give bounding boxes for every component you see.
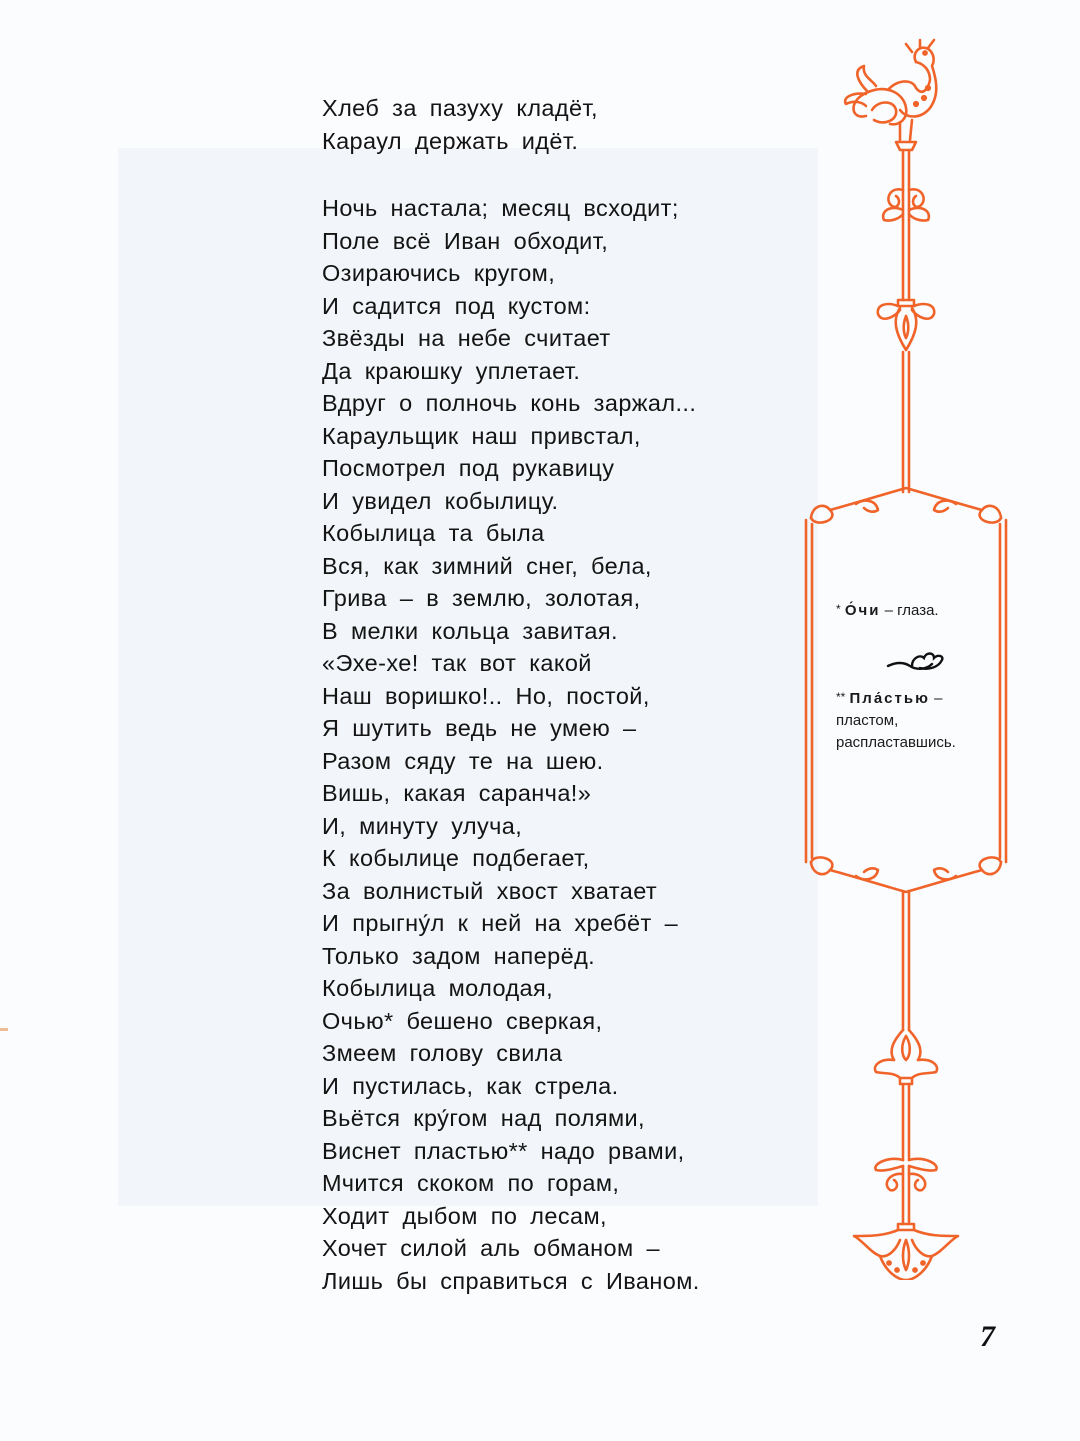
poem-line: Грива – в землю, золотая, bbox=[322, 585, 641, 611]
poem-line: Кобылица та была bbox=[322, 520, 545, 546]
poem-line: К кобылице подбегает, bbox=[322, 845, 590, 871]
footnote-term: О́чи bbox=[844, 602, 881, 619]
poem-line: Кобылица молодая, bbox=[322, 975, 554, 1001]
flourish-divider-icon bbox=[886, 648, 946, 674]
poem-line: Вдруг о полночь конь заржал... bbox=[322, 390, 697, 416]
poem-line: Поле всё Иван обходит, bbox=[322, 227, 609, 254]
footnote-definition: – глаза. bbox=[884, 602, 939, 619]
poem-line: Виснет пластью** надо рвами, bbox=[322, 1137, 685, 1164]
poem-line: Вишь, какая саранча!» bbox=[322, 780, 592, 806]
poem-line: Караульщик наш привстал, bbox=[322, 422, 641, 449]
poem-line: Хлеб за пазуху кладёт, bbox=[322, 95, 598, 121]
poem-line: Да краюшку уплетает. bbox=[322, 357, 581, 384]
poem-line: И садится под кустом: bbox=[322, 292, 591, 319]
footnote-definition: – пластом, распластавшись. bbox=[836, 690, 956, 751]
footnote-marker: * bbox=[836, 602, 841, 616]
poem-line: Ночь настала; месяц всходит; bbox=[322, 195, 679, 221]
footnote-2 bbox=[836, 686, 996, 754]
poem-line: За волнистый хвост хватает bbox=[322, 877, 658, 904]
poem-line: И пустилась, как стрела. bbox=[322, 1072, 619, 1099]
poem-text bbox=[322, 92, 782, 1297]
poem-line: Только задом наперёд. bbox=[322, 942, 596, 969]
bird-icon bbox=[845, 40, 936, 150]
poem-line: Посмотрел под рукавицу bbox=[322, 455, 615, 481]
poem-line: Ходит дыбом по лесам, bbox=[322, 1202, 607, 1229]
poem-line: Мчится скоком по горам, bbox=[322, 1170, 620, 1196]
poem-line: И увидел кобылицу. bbox=[322, 487, 559, 514]
poem-line: «Эхе-хе! так вот какой bbox=[322, 650, 592, 676]
poem-line: Вся, как зимний снег, бела, bbox=[322, 552, 652, 579]
poem-line: Звёзды на небе считает bbox=[322, 325, 611, 351]
footnote-marker: ** bbox=[836, 690, 846, 704]
poem-line: Наш воришко!.. Но, постой, bbox=[322, 682, 650, 709]
poem-line: Вьётся кру́гом над полями, bbox=[322, 1105, 645, 1131]
poem-line: Хочет силой аль обманом – bbox=[322, 1235, 660, 1261]
poem-line: В мелки кольца завитая. bbox=[322, 617, 618, 644]
scan-edge-mark bbox=[0, 1028, 8, 1031]
poem-stanza-1 bbox=[322, 92, 782, 157]
poem-line: И, минуту улуча, bbox=[322, 812, 523, 839]
poem-line: Лишь бы справиться с Иваном. bbox=[322, 1267, 700, 1294]
page-number: 7 bbox=[980, 1320, 995, 1353]
poem-stanza-2 bbox=[322, 192, 782, 1297]
footnote-1 bbox=[836, 598, 996, 622]
poem-line: Разом сяду те на шею. bbox=[322, 747, 604, 774]
poem-line: Я шутить ведь не умею – bbox=[322, 715, 637, 741]
poem-line: Змеем голову свила bbox=[322, 1040, 563, 1066]
poem-line: И прыгну́л к ней на хребёт – bbox=[322, 910, 679, 936]
poem-line: Озираючись кругом, bbox=[322, 260, 556, 286]
footnotes bbox=[836, 598, 996, 754]
poem-line: Караул держать идёт. bbox=[322, 127, 579, 154]
footnote-term: Пла́стью bbox=[849, 690, 930, 707]
poem-line: Очью* бешено сверкая, bbox=[322, 1007, 603, 1034]
